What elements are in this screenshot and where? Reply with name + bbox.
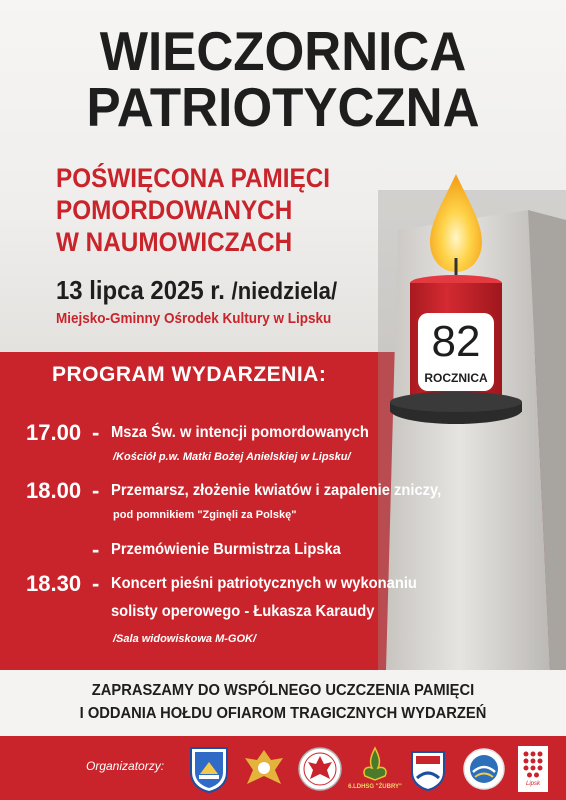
item-4-text: Koncert pieśni patriotycznych w wykonaniu bbox=[111, 575, 417, 592]
item-2-text: Przemarsz, złożenie kwiatów i zapalenie zniczy, bbox=[111, 482, 442, 499]
item-2-time: 18.00 bbox=[26, 478, 82, 503]
anniversary-label: ROCZNICA bbox=[424, 371, 488, 385]
event-date bbox=[56, 275, 337, 306]
item-4-time: 18.30 bbox=[26, 571, 82, 596]
date-text: 13 lipca 2025 r. bbox=[56, 275, 225, 305]
day-text: /niedziela/ bbox=[231, 278, 338, 305]
memorial-candle-icon bbox=[386, 170, 526, 430]
subtitle-line-1: POŚWIĘCONA PAMIĘCI bbox=[56, 163, 331, 193]
eagle-emblem-icon bbox=[241, 744, 287, 794]
item-3-text: Przemówienie Burmistrza Lipska bbox=[111, 541, 341, 558]
invitation-strip bbox=[0, 670, 566, 736]
item-1-dash: - bbox=[92, 420, 100, 445]
white-eagle-seal-icon bbox=[297, 744, 343, 794]
title-line-2: PATRIOTYCZNA bbox=[86, 76, 480, 138]
subtitle-line-2: POMORDOWANYCH bbox=[56, 195, 293, 225]
organizers-label: Organizatorzy: bbox=[86, 759, 165, 773]
program-heading: PROGRAM WYDARZENIA: bbox=[52, 363, 327, 386]
scout-lily-label: 6.LDHSG "ŻUBRY" bbox=[348, 784, 402, 790]
item-3-dash: - bbox=[92, 537, 100, 562]
organizers-footer bbox=[0, 736, 566, 800]
city-coat-of-arms-icon bbox=[186, 744, 232, 794]
item-1-text: Msza Św. w intencji pomordowanych bbox=[111, 424, 369, 441]
invitation-line-2: I ODDANIA HOŁDU OFIAROM TRAGICZNYCH WYDARZEŃ bbox=[79, 705, 487, 722]
item-2-dash: - bbox=[92, 478, 100, 503]
item-2-sub: pod pomnikiem "Zginęli za Polskę" bbox=[113, 509, 297, 521]
venue: Miejsko-Gminny Ośrodek Kultury w Lipsku bbox=[56, 310, 332, 327]
lipsk-brand-label: Lipsk bbox=[525, 781, 540, 787]
item-4-dash: - bbox=[92, 571, 100, 596]
item-4-text2: solisty operowego - Łukasza Karaudy bbox=[111, 603, 375, 620]
item-1-sub: /Kościół p.w. Matki Bożej Anielskiej w Lipsku/ bbox=[113, 451, 351, 463]
invitation-line-1: ZAPRASZAMY DO WSPÓLNEGO UCZCZENIA PAMIĘCI bbox=[91, 682, 475, 699]
item-4-sub: /Sala widowiskowa M-GOK/ bbox=[113, 633, 257, 645]
round-seal-icon bbox=[461, 744, 507, 794]
item-1-time: 17.00 bbox=[26, 420, 82, 445]
subtitle-line-3: W NAUMOWICZACH bbox=[56, 227, 293, 257]
shield-badge-icon bbox=[405, 744, 451, 794]
anniversary-number: 82 bbox=[431, 317, 481, 366]
title-line-1: WIECZORNICA bbox=[99, 20, 467, 82]
